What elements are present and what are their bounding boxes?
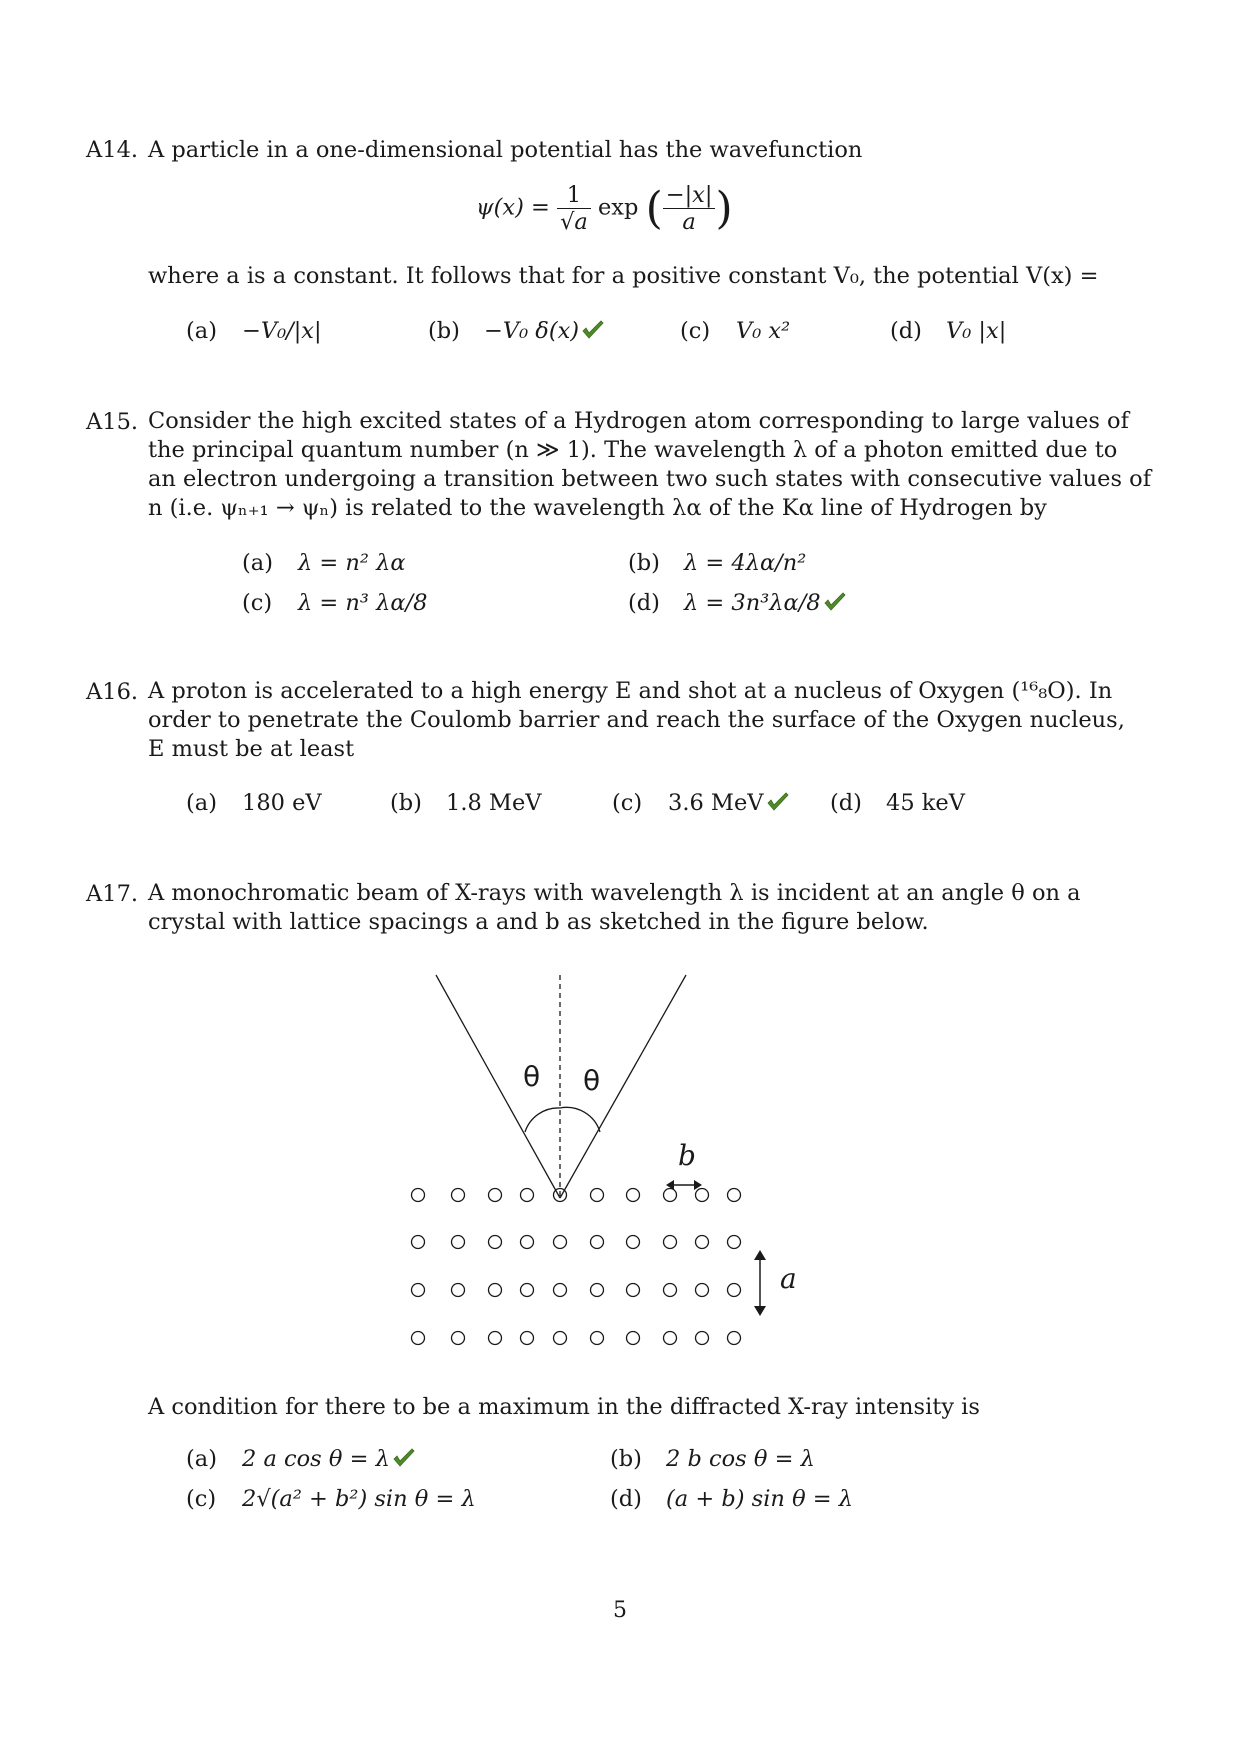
lattice-point — [664, 1189, 677, 1202]
question-line: A proton is accelerated to a high energy E and shot at a nucleus of Oxygen (¹⁶₈O). In — [148, 678, 1113, 704]
option-a17-c[interactable] — [186, 1486, 476, 1512]
lattice-point — [591, 1284, 604, 1297]
question-line: A monochromatic beam of X-rays with wavelength λ is incident at an angle θ on a — [148, 880, 1081, 906]
diffracted-ray — [560, 975, 686, 1198]
check-icon — [581, 319, 605, 341]
option-label: (a) — [242, 550, 273, 576]
theta-right-label: θ — [583, 1064, 601, 1097]
lattice-point — [664, 1284, 677, 1297]
option-a17-d[interactable] — [610, 1486, 853, 1512]
option-label: (a) — [186, 318, 217, 344]
lattice-point — [728, 1284, 741, 1297]
check-icon — [766, 791, 790, 813]
option-a14-c[interactable] — [680, 318, 790, 344]
option-a16-d[interactable] — [830, 790, 965, 816]
check-icon — [823, 591, 847, 613]
lattice-point — [554, 1284, 567, 1297]
lattice-points — [412, 1189, 741, 1345]
option-label: (d) — [628, 590, 660, 616]
option-text: 3.6 MeV — [668, 790, 764, 816]
option-a15-b[interactable] — [628, 550, 806, 576]
inner-denominator: a — [682, 209, 696, 235]
lattice-point — [489, 1284, 502, 1297]
option-text: V₀ x² — [736, 318, 791, 344]
lattice-point — [452, 1332, 465, 1345]
a-spacing-arrow — [754, 1250, 766, 1316]
option-text: V₀ |x| — [946, 318, 1007, 344]
lattice-point — [554, 1332, 567, 1345]
lattice-point — [696, 1332, 709, 1345]
option-a16-a[interactable] — [186, 790, 322, 816]
lattice-point — [664, 1236, 677, 1249]
left-paren: ( — [645, 183, 663, 234]
lattice-point — [696, 1236, 709, 1249]
equation-fraction — [557, 182, 591, 235]
option-label: (b) — [628, 550, 660, 576]
question-number: A16. — [86, 679, 139, 705]
question-line: n (i.e. ψₙ₊₁ → ψₙ) is related to the wavelength λα of the Kα line of Hydrogen by — [148, 495, 1047, 521]
lattice-point — [591, 1236, 604, 1249]
question-line: the principal quantum number (n ≫ 1). The wavelength λ of a photon emitted due to — [148, 437, 1118, 463]
option-text: 1.8 MeV — [446, 790, 542, 816]
lattice-point — [627, 1189, 640, 1202]
option-text: 2 a cos θ = λ — [242, 1446, 390, 1472]
option-label: (c) — [242, 590, 273, 616]
a-spacing-label: a — [780, 1262, 797, 1295]
option-label: (c) — [680, 318, 711, 344]
page-number: 5 — [613, 1598, 627, 1623]
option-label: (b) — [610, 1446, 642, 1472]
option-label: (d) — [610, 1486, 642, 1512]
option-a17-b[interactable] — [610, 1446, 815, 1472]
lattice-point — [521, 1284, 534, 1297]
option-a14-a[interactable] — [186, 318, 322, 344]
crystal-diffraction-figure — [0, 960, 1240, 1360]
fraction-denominator: √a — [560, 209, 588, 235]
right-paren: ) — [715, 183, 733, 234]
option-a14-b[interactable] — [428, 318, 605, 344]
question-number: A15. — [86, 409, 139, 435]
question-line: Consider the high excited states of a Hydrogen atom corresponding to large values of — [148, 408, 1129, 434]
question-line: order to penetrate the Coulomb barrier and reach the surface of the Oxygen nucleus, — [148, 707, 1125, 733]
option-label: (a) — [186, 790, 217, 816]
option-text: λ = 4λα/n² — [684, 550, 807, 576]
question-text: A particle in a one-dimensional potential has the wavefunction — [148, 137, 863, 163]
lattice-point — [728, 1189, 741, 1202]
lattice-point — [591, 1332, 604, 1345]
lattice-point — [412, 1284, 425, 1297]
angle-arc-left — [525, 1108, 560, 1132]
option-a17-a[interactable] — [186, 1446, 416, 1472]
lattice-point — [412, 1332, 425, 1345]
option-text: λ = n² λα — [298, 550, 406, 576]
lattice-point — [412, 1236, 425, 1249]
b-spacing-label: b — [678, 1139, 696, 1172]
option-label: (c) — [612, 790, 643, 816]
question-number: A14. — [86, 137, 139, 163]
question-line: E must be at least — [148, 736, 355, 762]
lattice-point — [452, 1236, 465, 1249]
option-label: (d) — [830, 790, 862, 816]
incident-ray — [436, 975, 560, 1198]
option-text: λ = 3n³λα/8 — [684, 590, 821, 616]
option-text: (a + b) sin θ = λ — [666, 1486, 854, 1512]
option-label: (b) — [428, 318, 460, 344]
option-a14-d[interactable] — [890, 318, 1006, 344]
lattice-point — [728, 1332, 741, 1345]
condition-text: A condition for there to be a maximum in the diffracted X-ray intensity is — [148, 1394, 980, 1420]
lattice-point — [591, 1189, 604, 1202]
lattice-point — [489, 1189, 502, 1202]
option-a16-b[interactable] — [390, 790, 542, 816]
wavefunction-equation — [476, 182, 733, 235]
lattice-point — [728, 1236, 741, 1249]
option-a15-a[interactable] — [242, 550, 406, 576]
option-text: −V₀ δ(x) — [484, 318, 580, 344]
angle-arc-right — [560, 1107, 600, 1132]
question-number: A17. — [86, 881, 139, 907]
lattice-point — [521, 1332, 534, 1345]
lattice-point — [627, 1236, 640, 1249]
equation-exp: exp — [597, 194, 639, 221]
theta-left-label: θ — [523, 1060, 541, 1093]
lattice-point — [489, 1236, 502, 1249]
option-label: (b) — [390, 790, 422, 816]
option-a15-c[interactable] — [242, 590, 427, 616]
lattice-point — [696, 1189, 709, 1202]
lattice-point — [521, 1189, 534, 1202]
option-text: λ = n³ λα/8 — [298, 590, 428, 616]
option-a16-c[interactable] — [612, 790, 790, 816]
lattice-point — [554, 1236, 567, 1249]
fraction-numerator: 1 — [557, 182, 591, 209]
option-label: (d) — [890, 318, 922, 344]
lattice-point — [452, 1189, 465, 1202]
lattice-point — [452, 1284, 465, 1297]
question-line: crystal with lattice spacings a and b as sketched in the figure below. — [148, 909, 929, 935]
option-a15-d[interactable] — [628, 590, 847, 616]
option-text: 2√(a² + b²) sin θ = λ — [242, 1486, 476, 1512]
lattice-point — [521, 1236, 534, 1249]
equation-inner-fraction — [663, 182, 716, 235]
question-line: an electron undergoing a transition between two such states with consecutive values of — [148, 466, 1152, 492]
option-label: (a) — [186, 1446, 217, 1472]
option-label: (c) — [186, 1486, 217, 1512]
lattice-point — [696, 1284, 709, 1297]
lattice-point — [489, 1332, 502, 1345]
option-text: 45 keV — [886, 790, 965, 816]
option-text: 2 b cos θ = λ — [666, 1446, 815, 1472]
question-followup: where a is a constant. It follows that for a positive constant V₀, the potential V(x) = — [148, 263, 1099, 289]
check-icon — [392, 1447, 416, 1469]
lattice-point — [627, 1284, 640, 1297]
lattice-point — [412, 1189, 425, 1202]
option-text: −V₀/|x| — [242, 318, 322, 344]
inner-numerator: −|x| — [663, 182, 716, 209]
equation-lhs: ψ(x) = — [476, 194, 550, 221]
lattice-point — [627, 1332, 640, 1345]
option-text: 180 eV — [242, 790, 322, 816]
lattice-point — [664, 1332, 677, 1345]
